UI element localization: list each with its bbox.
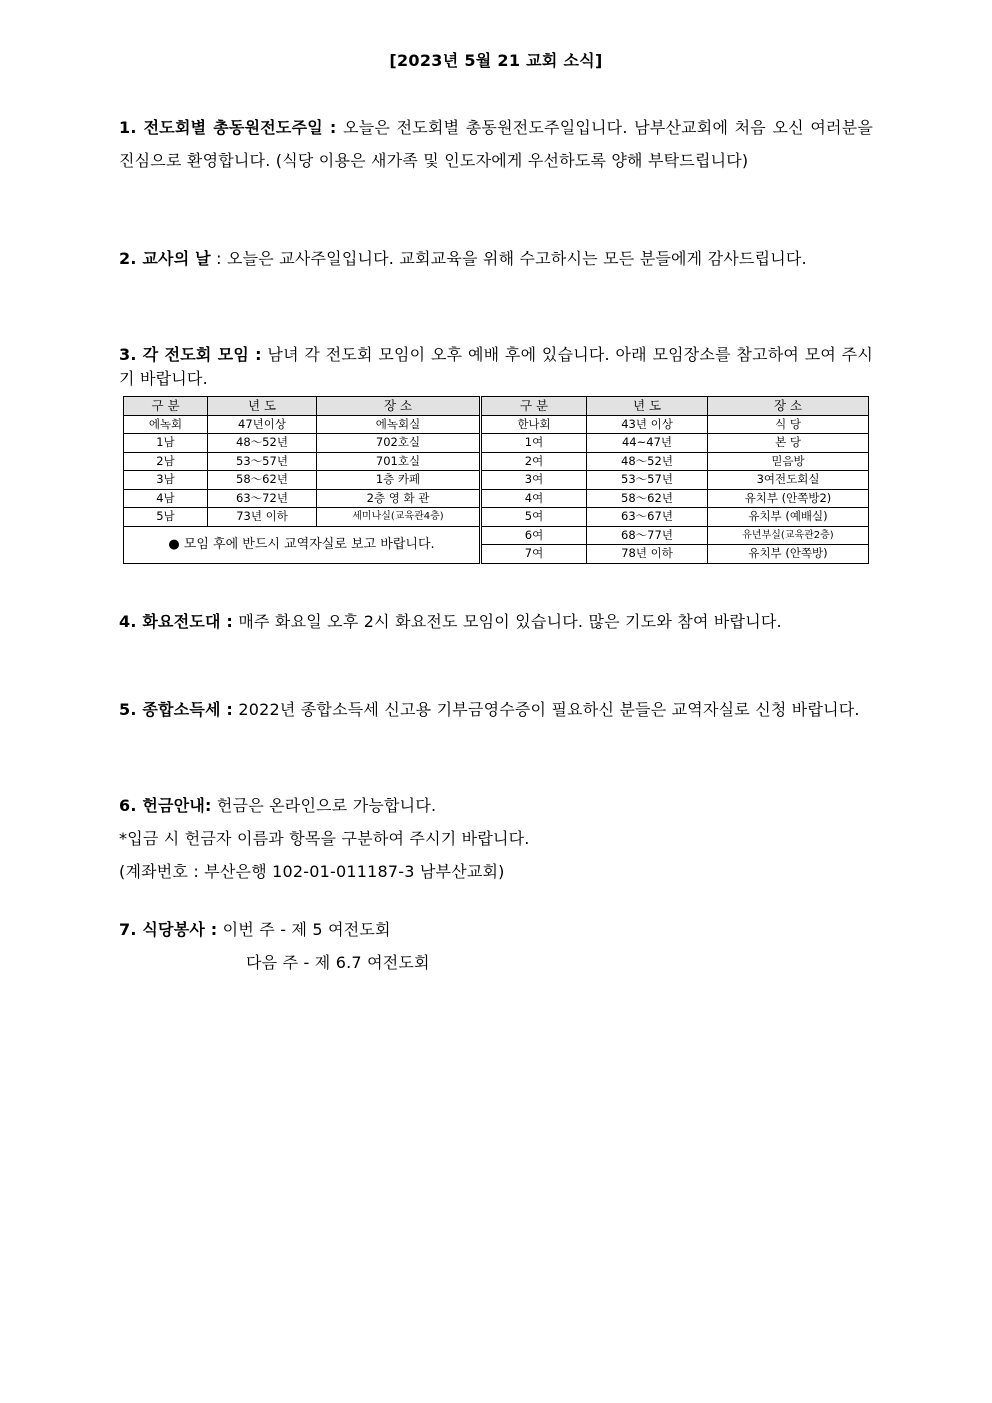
table-row xyxy=(124,526,869,545)
table-cell: 믿음방 xyxy=(708,452,869,471)
table-cell: 3남 xyxy=(124,471,208,490)
table-cell: 6여 xyxy=(481,526,587,545)
meeting-place-table xyxy=(123,396,869,564)
table-cell: 68～77년 xyxy=(587,526,708,545)
table-cell: 유년부실(교육관2층) xyxy=(708,526,869,545)
offering-line-1 xyxy=(119,789,873,822)
table-cell: 48～52년 xyxy=(587,452,708,471)
table-cell: 유치부 (안쪽방2) xyxy=(708,489,869,508)
table-cell: 44~47년 xyxy=(587,434,708,453)
table-cell: 63～67년 xyxy=(587,508,708,527)
section-text: : 오늘은 교사주일입니다. 교회교육을 위해 수고하시는 모든 분들에게 감사드립니다. xyxy=(210,249,807,268)
table-cell: 에녹회 xyxy=(124,415,208,434)
table-header-row xyxy=(124,397,869,416)
section-text: 오늘은 전도회별 총동원전도주일입니다. 남부산교회에 처음 오신 여러분을 진심으로 환영합니다. (식당 이용은 새가족 및 인도자에게 우선하도록 양해 부탁드립니다) xyxy=(119,118,873,170)
section-text: 2022년 종합소득세 신고용 기부금영수증이 필요하신 분들은 교역자실로 신청 바랍니다. xyxy=(233,700,860,719)
kitchen-line-1 xyxy=(119,913,873,946)
table-row xyxy=(124,452,869,471)
section-text: 남녀 각 전도회 모임이 오후 예배 후에 있습니다. 아래 모임장소를 참고하여 모여 주시기 바랍니다. xyxy=(119,345,873,388)
table-cell: 5남 xyxy=(124,508,208,527)
section-heading: 5. 종합소득세 : xyxy=(119,700,234,719)
table-cell: 43년 이상 xyxy=(587,415,708,434)
header-cell: 년 도 xyxy=(208,397,317,416)
table-cell: 2남 xyxy=(124,452,208,471)
table-cell: 1여 xyxy=(481,434,587,453)
header-cell: 구 분 xyxy=(124,397,208,416)
table-cell: 58～62년 xyxy=(587,489,708,508)
table-cell: 53～57년 xyxy=(587,471,708,490)
table-cell: 3여 xyxy=(481,471,587,490)
table-cell: 본 당 xyxy=(708,434,869,453)
section-heading: 7. 식당봉사 : xyxy=(119,920,218,939)
section-tuesday-evangelism xyxy=(119,605,873,638)
offering-line-2: *입금 시 헌금자 이름과 항목을 구분하여 주시기 바랍니다. xyxy=(119,829,530,848)
table-cell: 48～52년 xyxy=(208,434,317,453)
table-cell: 702호실 xyxy=(317,434,481,453)
table-cell: 2층 영 화 관 xyxy=(317,489,481,508)
section-heading: 4. 화요전도대 : xyxy=(119,612,234,631)
table-cell: 에녹회실 xyxy=(317,415,481,434)
section-heading: 2. 교사의 날 xyxy=(119,249,211,268)
section-text: 이번 주 - 제 5 여전도회 xyxy=(217,920,391,939)
table-cell: 7여 xyxy=(481,545,587,564)
section-offering-guide xyxy=(119,789,873,888)
section-kitchen-service xyxy=(119,913,873,979)
table-cell: 4남 xyxy=(124,489,208,508)
table-row xyxy=(124,471,869,490)
table-cell: 701호실 xyxy=(317,452,481,471)
section-text: 매주 화요일 오후 2시 화요전도 모임이 있습니다. 많은 기도와 참여 바랍니다. xyxy=(233,612,782,631)
table-cell: 유치부 (예배실) xyxy=(708,508,869,527)
section-teachers-day xyxy=(119,242,873,275)
table-row xyxy=(124,489,869,508)
section-fellowship-meeting xyxy=(119,343,873,391)
section-heading: 3. 각 전도회 모임 : xyxy=(119,345,262,364)
page-title: [2023년 5월 21 교회 소식] xyxy=(389,51,603,70)
table-cell: 73년 이하 xyxy=(208,508,317,527)
table-row xyxy=(124,508,869,527)
table-note: ● 모임 후에 반드시 교역자실로 보고 바랍니다. xyxy=(124,526,481,563)
table-cell: 63～72년 xyxy=(208,489,317,508)
table-cell: 유치부 (안쪽방) xyxy=(708,545,869,564)
table-cell: 58～62년 xyxy=(208,471,317,490)
header-cell: 장 소 xyxy=(317,397,481,416)
table-cell: 1층 카페 xyxy=(317,471,481,490)
table-cell: 2여 xyxy=(481,452,587,471)
section-heading: 6. 헌금안내: xyxy=(119,796,212,815)
section-evangelism-sunday xyxy=(119,111,873,177)
section-heading: 1. 전도회별 총동원전도주일 : xyxy=(119,118,337,137)
header-cell: 장 소 xyxy=(708,397,869,416)
account-number: (계좌번호 : 부산은행 102-01-011187-3 남부산교회) xyxy=(119,862,505,881)
table-cell: 1남 xyxy=(124,434,208,453)
header-cell: 년 도 xyxy=(587,397,708,416)
table-cell: 식 당 xyxy=(708,415,869,434)
table-cell: 53～57년 xyxy=(208,452,317,471)
section-income-tax xyxy=(119,693,873,726)
kitchen-line-2: 다음 주 - 제 6.7 여전도회 xyxy=(246,953,430,972)
table-cell: 4여 xyxy=(481,489,587,508)
header-cell: 구 분 xyxy=(481,397,587,416)
table-cell: 78년 이하 xyxy=(587,545,708,564)
table-cell: 47년이상 xyxy=(208,415,317,434)
table-cell: 3여전도회실 xyxy=(708,471,869,490)
table-row xyxy=(124,434,869,453)
section-text: 헌금은 온라인으로 가능합니다. xyxy=(211,796,437,815)
table-row xyxy=(124,415,869,434)
table-cell: 5여 xyxy=(481,508,587,527)
table-cell: 한나회 xyxy=(481,415,587,434)
table-cell: 세미나실(교육관4층) xyxy=(317,508,481,527)
